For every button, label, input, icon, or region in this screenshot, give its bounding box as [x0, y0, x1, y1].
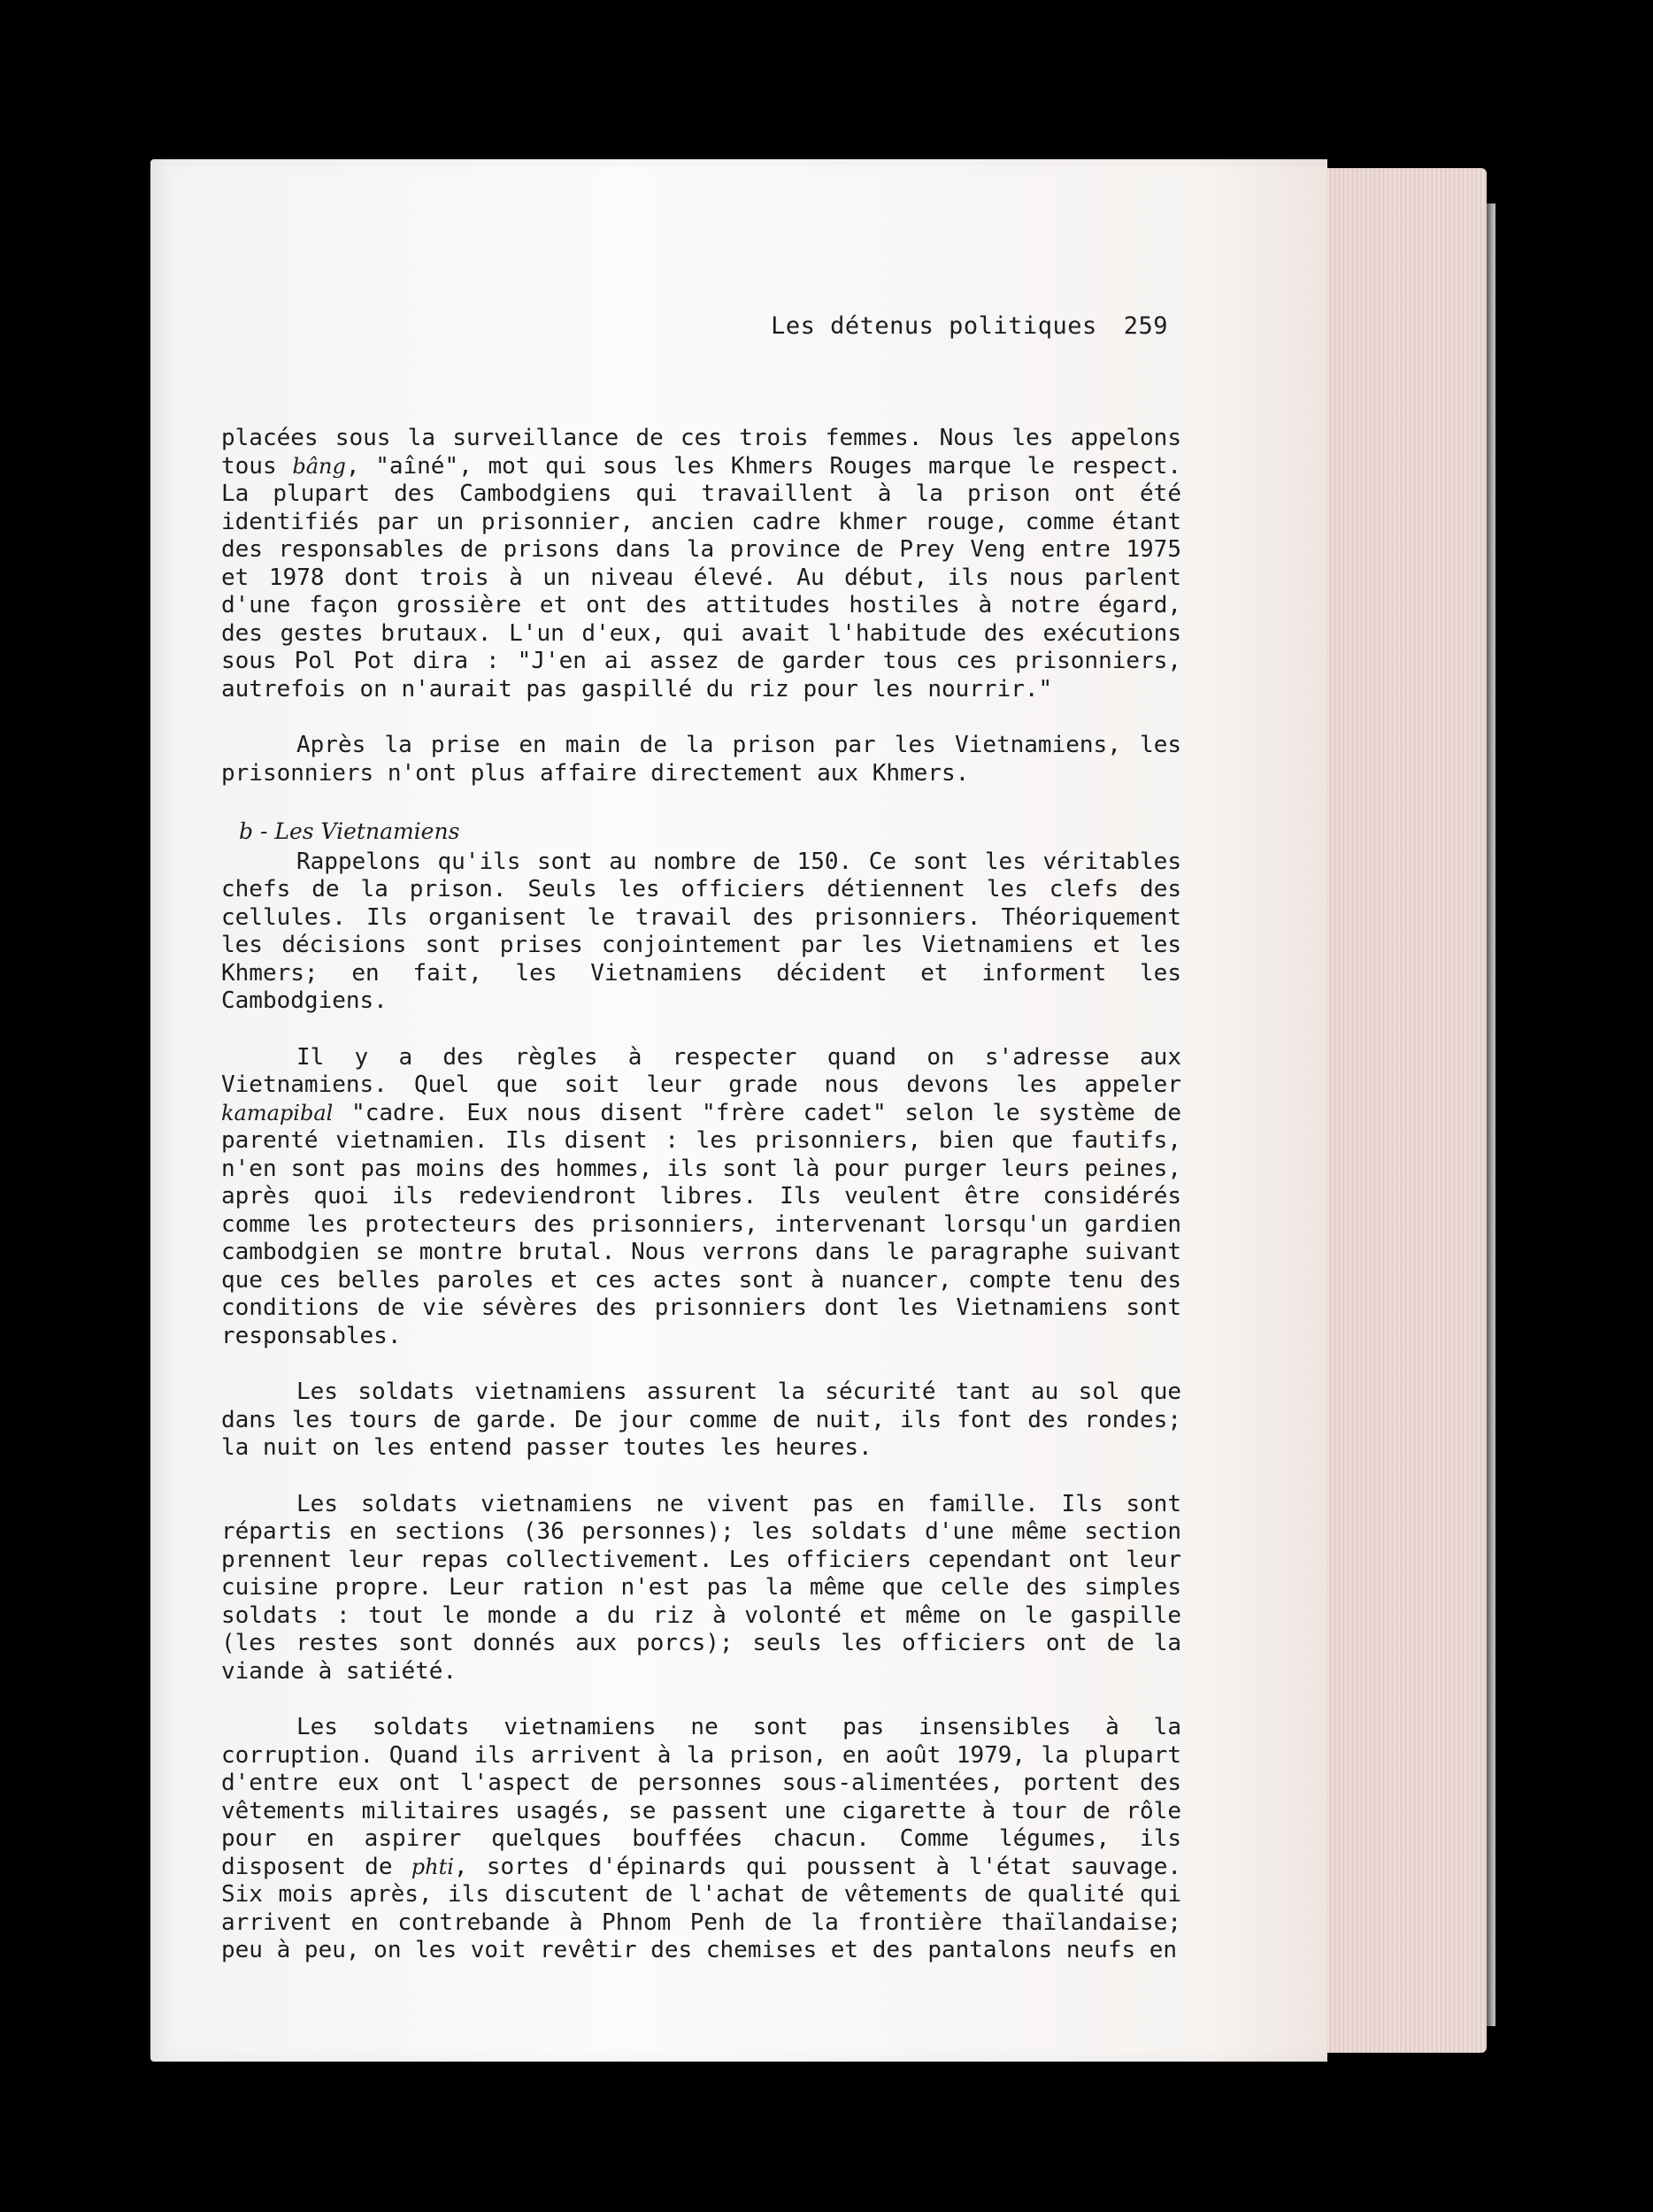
italic-term: kamapibal: [221, 1100, 334, 1125]
section-subheading: b - Les Vietnamiens: [239, 818, 460, 844]
italic-term: phti: [411, 1854, 454, 1879]
page-stack-edge: [1310, 168, 1487, 2053]
paragraph: placées sous la surveillance de ces trois femmes. Nous les appelons tous bâng, "aîné", mot qui sous les Khmers Rouges marque le respect. La plupart des Cambodgiens qui travaillent à la prison ont été identifiés par un prisonnier, ancien cadre khmer rouge, comme étant des responsables de prisons dans la province de Prey Veng entre 1975 et 1978 dont trois à un niveau élevé. Au début, ils nous parlent d'une façon grossière et ont des attitudes hostiles à notre égard, des gestes brutaux. L'un d'eux, qui avait l'habitude des exécutions sous Pol Pot dira : "J'en ai assez de garder tous ces prisonniers, autrefois on n'aurait pas gaspillé du riz pour les nourrir.": [221, 425, 1181, 703]
paragraph: Les soldats vietnamiens assurent la sécurité tant au sol que dans les tours de garde. De jour comme de nuit, ils font des rondes; la nuit on les entend passer toutes les heures.: [221, 1379, 1181, 1461]
paragraph: Rappelons qu'ils sont au nombre de 150. Ce sont les véritables chefs de la prison. Seuls les officiers détiennent les clefs des cellules. Ils organisent le travail des prisonniers. Théoriquement les décisions sont prises conjointement par les Vietnamiens et les Khmers; en fait, les Vietnamiens décident et informent les Cambodgiens.: [221, 848, 1181, 1014]
paragraph: Les soldats vietnamiens ne vivent pas en famille. Ils sont répartis en sections (36 personnes); les soldats d'une même section prennent leur repas collectivement. Les officiers cependant ont leur cuisine propre. Leur ration n'est pas la même que celle des simples soldats : tout le monde a du riz à volonté et même on le gaspille (les restes sont donnés aux porcs); seuls les officiers ont de la viande à satiété.: [221, 1490, 1181, 1685]
italic-term: bâng: [292, 453, 346, 479]
body-text: [221, 425, 1181, 1965]
paragraph: Il y a des règles à respecter quand on s'adresse aux Vietnamiens. Quel que soit leur grade nous devons les appeler kamapibal "cadre. Eux nous disent "frère cadet" selon le système de parenté vietnamien. Ils disent : les prisonniers, bien que fautifs, n'en sont pas moins des hommes, ils sont là pour purger leurs peines, après quoi ils redeviendront libres. Ils veulent être considérés comme les protecteurs des prisonniers, intervenant lorsqu'un gardien cambodgien se montre brutal. Nous verrons dans le paragraphe suivant que ces belles paroles et ces actes sont à nuancer, compte tenu des conditions de vie sévères des prisonniers dont les Vietnamiens sont responsables.: [221, 1043, 1181, 1349]
paragraph: Après la prise en main de la prison par les Vietnamiens, les prisonniers n'ont plus affaire directement aux Khmers.: [221, 732, 1181, 787]
running-header: [150, 312, 1168, 340]
open-book: [150, 159, 1504, 2062]
page-number: 259: [1123, 312, 1168, 340]
running-title: Les détenus politiques: [771, 312, 1097, 340]
book-page: [150, 159, 1327, 2062]
paragraph: Les soldats vietnamiens ne sont pas insensibles à la corruption. Quand ils arrivent à la prison, en août 1979, la plupart d'entre eux ont l'aspect de personnes sous-alimentées, portent des vêtements militaires usagés, se passent une cigarette à tour de rôle pour en aspirer quelques bouffées chacun. Comme légumes, ils disposent de phti, sortes d'épinards qui poussent à l'état sauvage. Six mois après, ils discutent de l'achat de vêtements de qualité qui arrivent en contrebande à Phnom Penh de la frontière thaïlandaise; peu à peu, on les voit revêtir des chemises et des pantalons neufs en: [221, 1714, 1181, 1963]
